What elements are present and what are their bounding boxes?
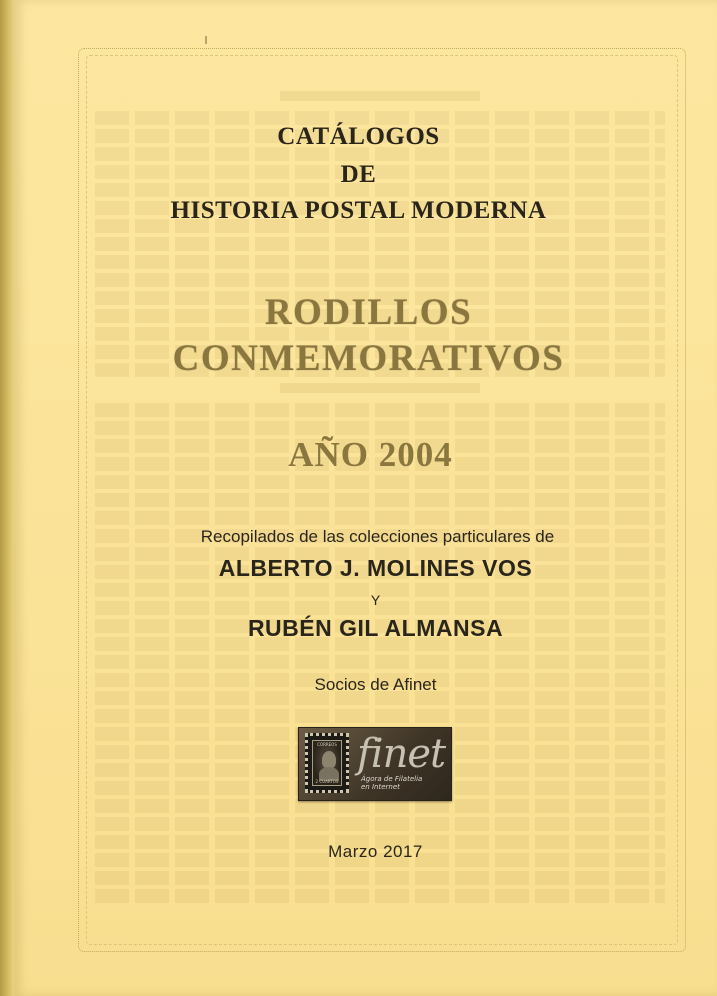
main-title-line1: RODILLOS [264, 292, 473, 333]
author-name-1: ALBERTO J. MOLINES VOS [218, 555, 533, 581]
stamp-top-text: CORREOS [317, 742, 337, 747]
publication-date: Marzo 2017 [328, 842, 423, 861]
catalog-heading-line1: CATÁLOGOS [277, 123, 440, 150]
logo-tagline-line2: en Internet [361, 783, 400, 791]
main-title-line2: CONMEMORATIVOS [172, 338, 565, 379]
catalog-heading-line3: HISTORIA POSTAL MODERNA [170, 197, 547, 224]
membership-text: Socios de Afinet [314, 675, 437, 694]
logo-tagline [361, 775, 422, 791]
author-name-2: RUBÉN GIL ALMANSA [247, 615, 504, 641]
catalog-heading-line2: DE [340, 161, 377, 188]
conjunction-text: Y [370, 592, 381, 608]
logo-tagline-line1: Ágora de Filatelia [361, 775, 423, 783]
stamp-bottom-text: 2 CUARTOS [315, 779, 339, 784]
logo-wordmark: finet [357, 731, 446, 777]
afinet-logo [298, 727, 452, 801]
year-title: AÑO 2004 [288, 435, 453, 474]
paper-mark [205, 36, 207, 44]
compiled-by-text: Recopilados de las colecciones particulares de [200, 527, 555, 546]
penny-stamp-icon [305, 733, 349, 793]
